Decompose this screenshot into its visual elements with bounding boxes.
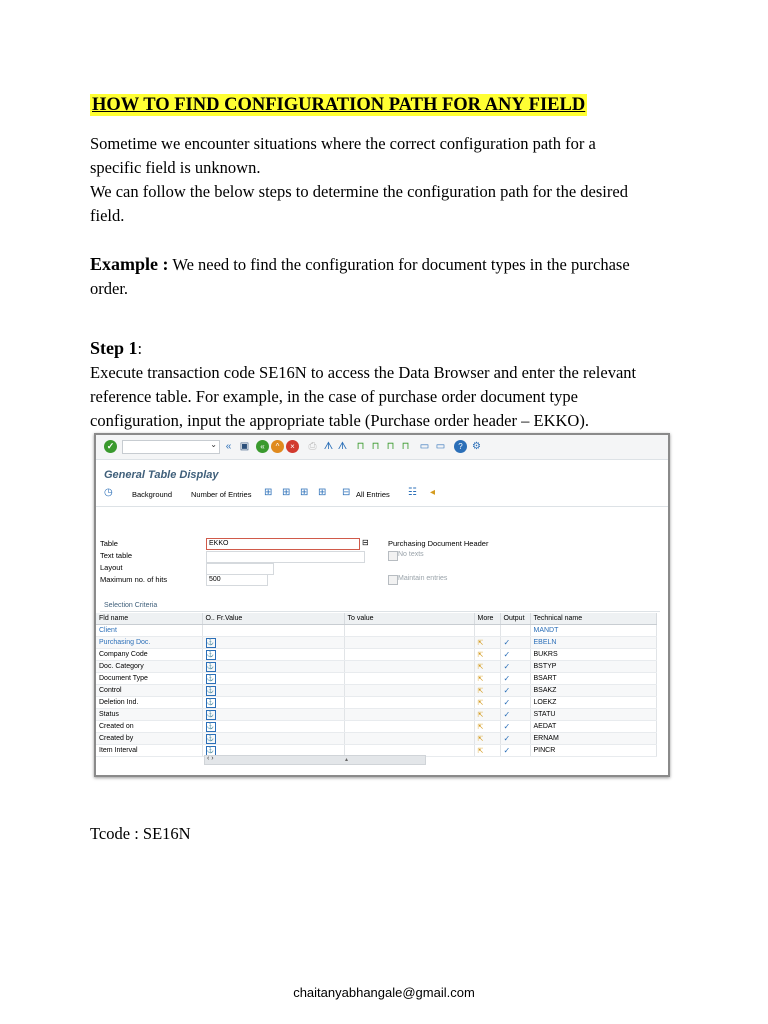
table-row[interactable] [96,637,656,649]
example-text: order. [90,279,129,298]
multiple-selection-icon[interactable]: ⇱ [477,651,484,659]
selection-criteria-label: Selection Criteria [104,602,158,609]
table-row[interactable] [96,733,656,745]
column-header[interactable]: Output [500,613,530,625]
exit-icon[interactable]: ^ [271,440,284,453]
from-value-cell[interactable] [202,625,344,637]
table-row[interactable] [96,673,656,685]
print-icon[interactable]: ⎙ [308,441,317,452]
multi-select-icon[interactable]: ⊞ [282,487,291,498]
output-cell[interactable] [500,709,530,721]
output-cell[interactable] [500,661,530,673]
to-value-cell[interactable] [344,709,474,721]
multiple-selection-icon[interactable]: ⇱ [477,711,484,719]
select-option-icon[interactable]: ⚓ [206,675,215,682]
technical-name-cell: ERNAM [530,733,656,745]
technical-name-cell: BSART [530,673,656,685]
output-check-icon[interactable]: ✓ [503,650,511,659]
double-left-arrow-icon[interactable]: « [225,441,232,452]
from-value-cell[interactable] [202,637,344,649]
from-value-cell[interactable] [202,709,344,721]
field-name-cell: Client [96,625,202,637]
more-cell[interactable] [474,673,500,685]
from-value-cell[interactable] [202,733,344,745]
select-option-icon[interactable]: ⚓ [206,723,215,730]
output-check-icon[interactable]: ✓ [503,746,511,755]
to-value-cell[interactable] [344,625,474,637]
user-list-icon[interactable]: ☷ [408,487,417,498]
from-value-cell[interactable] [202,685,344,697]
select-option-icon[interactable]: ⚓ [206,663,215,670]
more-cell[interactable] [474,745,500,757]
selection-criteria-grid [96,613,657,757]
to-value-cell[interactable] [344,661,474,673]
field-name-cell: Item Interval [96,745,202,757]
step1-line: reference table. For example, in the case of purchase order document type [90,387,578,406]
to-value-cell[interactable] [344,673,474,685]
cancel-icon[interactable]: × [286,440,299,453]
help-icon[interactable]: ? [454,440,467,453]
select-option-icon[interactable]: ⚓ [206,735,215,742]
step1-line: configuration, input the appropriate table (Purchase order header – EKKO). [90,411,589,430]
intro-line: We can follow the below steps to determine the configuration path for the desired [90,182,628,201]
save-icon[interactable]: ▣ [239,441,250,452]
technical-name-cell: PINCR [530,745,656,757]
maintain-entries-checkbox[interactable] [388,575,398,585]
number-of-entries-button[interactable]: Number of Entries [191,490,252,499]
sap-system-toolbar [96,435,668,460]
select-option-icon[interactable]: ⚓ [206,747,215,754]
page-title: HOW TO FIND CONFIGURATION PATH FOR ANY FIELD [92,95,586,115]
multi-select-icon[interactable]: ⊞ [300,487,309,498]
output-cell[interactable] [500,625,530,637]
text-table-input[interactable] [206,551,365,563]
table-row[interactable] [96,625,656,637]
select-option-icon[interactable]: ⚓ [206,699,215,706]
table-row[interactable] [96,685,656,697]
field-name-cell: Doc. Category [96,661,202,673]
divider [100,611,660,612]
horizontal-scrollbar[interactable] [204,755,426,765]
find-icon[interactable]: ᗑ [323,441,334,452]
next-page-icon[interactable]: ⊓ [386,441,395,452]
table-row[interactable] [96,697,656,709]
table-input[interactable]: EKKO [206,538,360,550]
from-value-cell[interactable] [202,673,344,685]
multiple-selection-icon[interactable]: ⇱ [477,639,484,647]
output-cell[interactable] [500,697,530,709]
step1-colon: : [137,339,143,358]
intro-line: specific field is unknown. [90,158,261,177]
text-table-label: Text table [100,551,133,560]
more-cell[interactable] [474,721,500,733]
output-check-icon[interactable]: ✓ [503,674,511,683]
all-entries-button[interactable]: All Entries [356,490,390,499]
output-cell[interactable] [500,649,530,661]
enter-icon[interactable]: ✓ [104,440,117,453]
column-header[interactable]: Technical name [530,613,656,625]
step1-line: Execute transaction code SE16N to access the Data Browser and enter the relevant [90,363,637,382]
example-paragraph [90,252,690,301]
more-cell[interactable] [474,697,500,709]
layout-label: Layout [100,563,123,572]
more-cell[interactable] [474,637,500,649]
table-description: Purchasing Document Header [388,539,489,548]
step1-label: Step 1 [90,338,138,358]
table-label: Table [100,539,118,548]
technical-name-cell: LOEKZ [530,697,656,709]
first-page-icon[interactable]: ⊓ [356,441,365,452]
execute-clock-icon[interactable]: ◷ [104,487,113,498]
field-name-cell: Status [96,709,202,721]
tcode-line: Tcode : SE16N [90,824,191,843]
output-cell[interactable] [500,745,530,757]
shortcut-icon[interactable]: ▭ [435,441,446,452]
select-option-icon[interactable]: ⚓ [206,711,215,718]
output-check-icon[interactable]: ✓ [503,686,511,695]
last-page-icon[interactable]: ⊓ [401,441,410,452]
output-cell[interactable] [500,721,530,733]
to-value-cell[interactable] [344,637,474,649]
sap-screenshot [94,433,670,777]
field-name-cell: Created on [96,721,202,733]
table-row[interactable] [96,721,656,733]
output-cell[interactable] [500,733,530,745]
settings-gear-icon[interactable]: ⚙ [472,441,481,452]
example-text: We need to find the configuration for document types in the purchase [168,255,630,274]
technical-name-cell: EBELN [530,637,656,649]
no-texts-checkbox[interactable] [388,551,398,561]
max-hits-input[interactable]: 500 [206,574,268,586]
select-option-icon[interactable]: ⚓ [206,639,215,646]
multiple-selection-icon[interactable]: ⇱ [477,663,484,671]
command-field[interactable] [122,440,220,454]
technical-name-cell: STATU [530,709,656,721]
speaker-icon[interactable]: ◂ [430,487,436,498]
to-value-cell[interactable] [344,733,474,745]
maintain-entries-label: Maintain entries [398,575,448,582]
multiple-selection-icon[interactable]: ⇱ [477,687,484,695]
column-header[interactable]: Fld name [96,613,202,625]
output-check-icon[interactable]: ✓ [503,722,511,731]
multiple-selection-icon[interactable]: ⇱ [477,675,484,683]
multiple-selection-icon[interactable]: ⇱ [477,735,484,743]
no-texts-label: No texts [398,551,424,558]
more-cell[interactable] [474,685,500,697]
technical-name-cell: MANDT [530,625,656,637]
output-cell[interactable] [500,685,530,697]
output-check-icon[interactable]: ✓ [503,710,511,719]
output-check-icon[interactable]: ✓ [503,734,511,743]
footer-email: chaitanyabhangale@gmail.com [293,985,475,1000]
field-name-cell: Purchasing Doc. [96,637,202,649]
column-header[interactable]: To value [344,613,474,625]
intro-paragraph [90,132,690,228]
example-label: Example : [90,254,169,274]
step1-paragraph [90,336,690,433]
output-cell[interactable] [500,673,530,685]
intro-line: Sometime we encounter situations where the correct configuration path for a [90,134,596,153]
output-check-icon[interactable]: ✓ [503,638,511,647]
scroll-arrows-icon[interactable]: ‹ › [207,755,214,762]
chevron-down-icon: ⌄ [210,440,217,449]
output-check-icon[interactable]: ✓ [503,662,511,671]
application-toolbar [96,482,668,507]
more-cell[interactable] [474,625,500,637]
from-value-cell[interactable] [202,697,344,709]
technical-name-cell: BSAKZ [530,685,656,697]
to-value-cell[interactable] [344,697,474,709]
table-row[interactable] [96,709,656,721]
column-header[interactable]: O.. Fr.Value [202,613,344,625]
select-option-icon[interactable]: ⚓ [206,651,215,658]
multiple-selection-icon[interactable]: ⇱ [477,699,484,707]
select-option-icon[interactable]: ⚓ [206,687,215,694]
technical-name-cell: BUKRS [530,649,656,661]
background-button[interactable]: Background [132,490,173,499]
field-name-cell: Company Code [96,649,202,661]
output-check-icon[interactable]: ✓ [503,698,511,707]
max-hits-label: Maximum no. of hits [100,575,168,584]
to-value-cell[interactable] [344,721,474,733]
intro-line: field. [90,206,125,225]
table-row[interactable] [96,661,656,673]
from-value-cell[interactable] [202,649,344,661]
to-value-cell[interactable] [344,685,474,697]
screen-title: General Table Display [104,469,219,481]
multiple-selection-icon[interactable]: ⇱ [477,723,484,731]
field-name-cell: Deletion Ind. [96,697,202,709]
from-value-cell[interactable] [202,661,344,673]
more-cell[interactable] [474,661,500,673]
to-value-cell[interactable] [344,649,474,661]
multi-select-icon[interactable]: ⊞ [264,487,273,498]
back-icon[interactable]: « [256,440,269,453]
table-row[interactable] [96,649,656,661]
find-next-icon[interactable]: ᗑ [337,441,348,452]
more-cell[interactable] [474,733,500,745]
multiple-selection-icon[interactable]: ⇱ [477,747,484,755]
technical-name-cell: BSTYP [530,661,656,673]
multi-select-icon[interactable]: ⊞ [318,487,327,498]
more-cell[interactable] [474,649,500,661]
previous-page-icon[interactable]: ⊓ [371,441,380,452]
all-entries-icon[interactable]: ⊟ [342,487,351,498]
column-header[interactable]: More [474,613,500,625]
scroll-thumb[interactable]: ▴ [345,757,349,763]
field-name-cell: Created by [96,733,202,745]
field-name-cell: Control [96,685,202,697]
from-value-cell[interactable] [202,721,344,733]
technical-name-cell: AEDAT [530,721,656,733]
more-cell[interactable] [474,709,500,721]
field-name-cell: Document Type [96,673,202,685]
search-help-icon[interactable]: ⊟ [362,538,369,547]
grid-header-row [96,613,656,625]
output-cell[interactable] [500,637,530,649]
new-session-icon[interactable]: ▭ [419,441,430,452]
